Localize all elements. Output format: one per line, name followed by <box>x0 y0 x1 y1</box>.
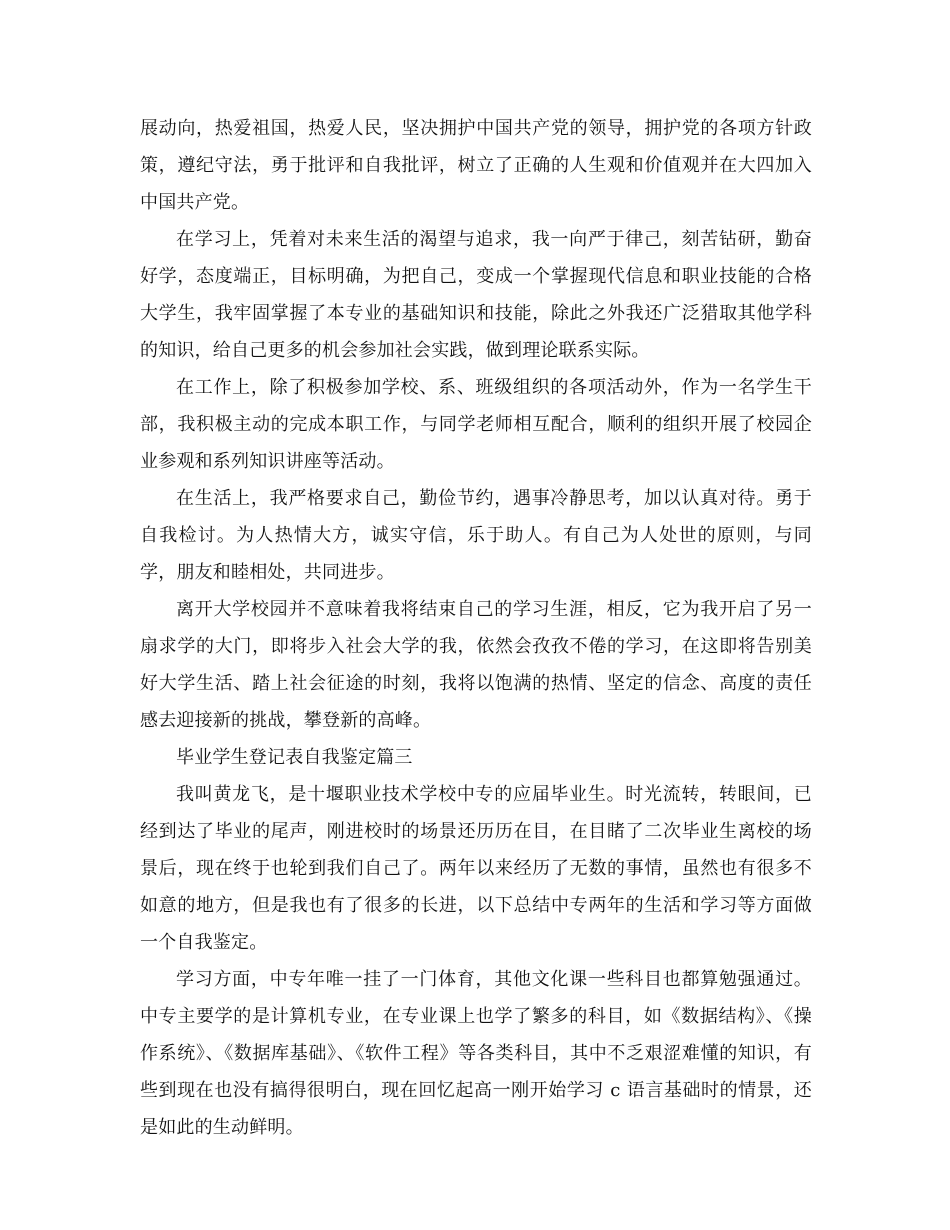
paragraph-introduction: 我叫黄龙飞，是十堰职业技术学校中专的应届毕业生。时光流转，转眼间，已经到达了毕业的尾声，刚进校时的场景还历历在目，在目睹了二次毕业生离校的场景后，现在终于也轮到我们自己了。两年以来经历了无数的事情，虽然也有很多不如意的地方，但是我也有了很多的长进，以下总结中专两年的生活和学习等方面做一个自我鉴定。 <box>140 784 812 953</box>
document-body <box>140 110 812 1146</box>
section-heading: 毕业学生登记表自我鉴定篇三 <box>176 747 413 768</box>
paragraph-life: 在生活上，我严格要求自己，勤俭节约，遇事冷静思考，加以认真对待。勇于自我检讨。为人热情大方，诚实守信，乐于助人。有自己为人处世的原则，与同学，朋友和睦相处，共同进步。 <box>140 488 812 583</box>
paragraph-study-aspect: 学习方面，中专年唯一挂了一门体育，其他文化课一些科目也都算勉强通过。中专主要学的是计算机专业，在专业课上也学了繁多的科目，如《数据结构》、《操作系统》、《数据库基础》、《软件工程》等各类科目，其中不乏艰涩难懂的知识，有些到现在也没有搞得很明白，现在回忆起高一刚开始学习 c 语言基础时的情景，还是如此的生动鲜明。 <box>140 969 812 1138</box>
paragraph-work: 在工作上，除了积极参加学校、系、班级组织的各项活动外，作为一名学生干部，我积极主动的完成本职工作，与同学老师相互配合，顺利的组织开展了校园企业参观和系列知识讲座等活动。 <box>140 377 812 472</box>
paragraph-continuation: 展动向，热爱祖国，热爱人民，坚决拥护中国共产党的领导，拥护党的各项方针政策，遵纪守法，勇于批评和自我批评，树立了正确的人生观和价值观并在大四加入中国共产党。 <box>140 118 812 213</box>
paragraph-leaving-campus: 离开大学校园并不意味着我将结束自己的学习生涯，相反，它为我开启了另一扇求学的大门，即将步入社会大学的我，依然会孜孜不倦的学习，在这即将告别美好大学生活、踏上社会征途的时刻，我将以饱满的热情、坚定的信念、高度的责任感去迎接新的挑战，攀登新的高峰。 <box>140 599 812 731</box>
paragraph-study: 在学习上，凭着对未来生活的渴望与追求，我一向严于律己，刻苦钻研，勤奋好学，态度端正，目标明确，为把自己，变成一个掌握现代信息和职业技能的合格大学生，我牢固掌握了本专业的基础知识和技能，除此之外我还广泛猎取其他学科的知识，给自己更多的机会参加社会实践，做到理论联系实际。 <box>140 229 812 361</box>
